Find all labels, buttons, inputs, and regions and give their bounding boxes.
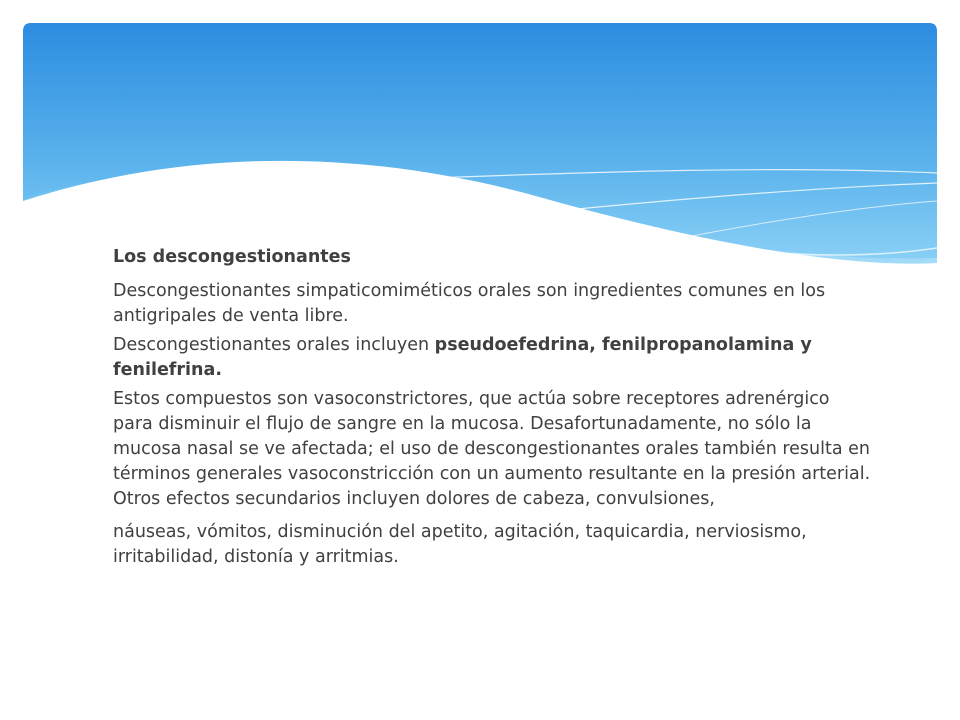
slide-body [113, 245, 873, 578]
paragraph-examples-intro: Descongestionantes orales incluyen [113, 335, 435, 355]
paragraph-examples-drugs: pseudoefedrina, fenilpropanolamina y fenilefrina. [113, 335, 812, 380]
wave-banner-graphic [23, 23, 937, 273]
paragraph-mechanism: Estos compuestos son vasoconstrictores, que actúa sobre receptores adrenérgico para disminuir el flujo de sangre en la mucosa. Desafortunadamente, no sólo la mucosa nasal se ve afectada; el uso de descongestionantes orales también resulta en términos generales vasoconstricción con un aumento resultante en la presión arterial. Otros efectos secundarios incluyen dolores de cabeza, convulsiones, [113, 389, 871, 509]
paragraph-intro: Descongestionantes simpaticomiméticos orales son ingredientes comunes en los antigripales de venta libre. [113, 281, 826, 326]
slide-heading: Los descongestionantes [113, 247, 351, 267]
paragraph-side-effects: náuseas, vómitos, disminución del apetito, agitación, taquicardia, nerviosismo, irritabilidad, distonía y arritmias. [113, 522, 807, 567]
header-banner [23, 23, 937, 273]
paragraph-examples [113, 333, 873, 383]
